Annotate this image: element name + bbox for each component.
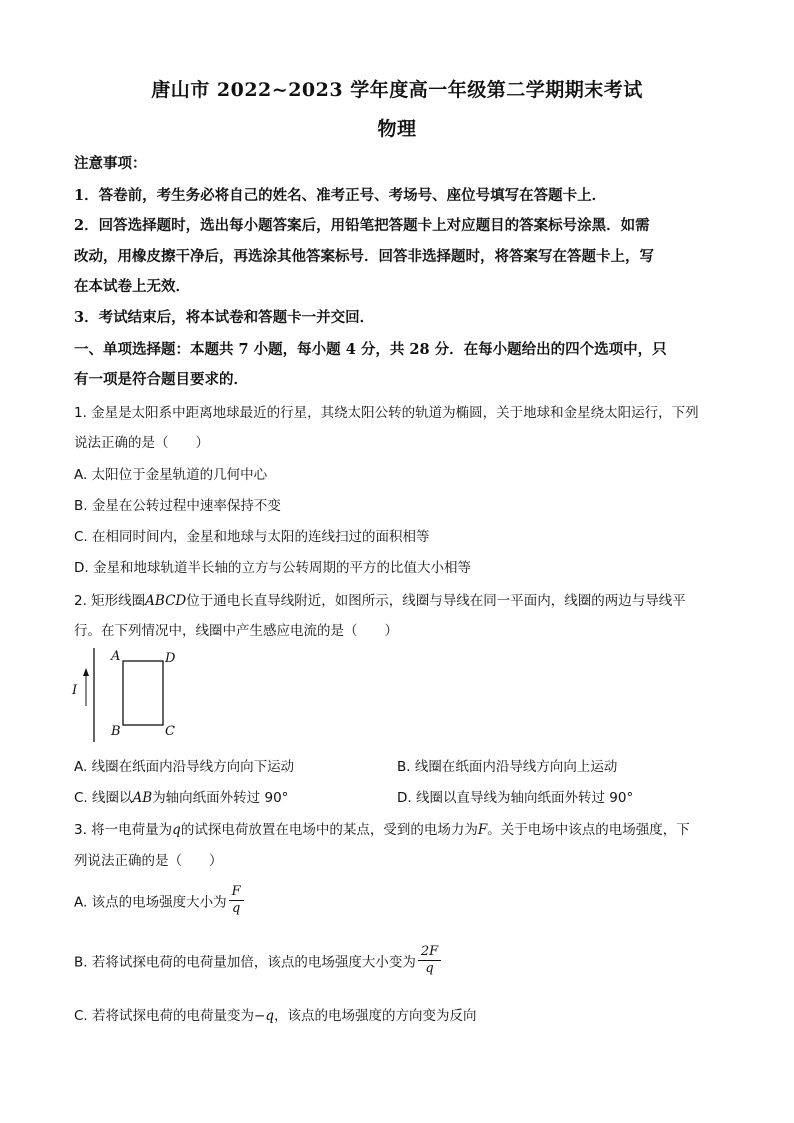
notice-item-2-line-1: 2．回答选择题时，选出每小题答案后，用铅笔把答题卡上对应题目的答案标号涂黑．如需	[74, 217, 650, 234]
q1-option-d: D. 金星和地球轨道半长轴的立方与公转周期的平方的比值大小相等	[74, 560, 471, 576]
exam-subject: 物理	[377, 118, 417, 140]
current-arrow-head	[83, 668, 89, 676]
q3-stem-mid: 的试探电荷放置在电场中的某点，受到的电场力为	[180, 822, 478, 838]
q3-option-a-denominator: q	[231, 901, 241, 916]
q3-stem-var-f: F	[477, 822, 488, 838]
section-heading-line-1: 一、单项选择题：本题共 7 小题，每小题 4 分，共 28 分．在每小题给出的四个选项中，只	[74, 341, 667, 358]
q3-stem-line-1	[74, 818, 690, 838]
vertex-label-c: C	[165, 724, 175, 739]
exam-title: 唐山市 2022~2023 学年度高一年级第二学期期末考试	[151, 79, 643, 101]
notice-heading: 注意事项：	[74, 155, 147, 172]
q3-stem-post: 。关于电场中该点的电场强度，下	[487, 822, 690, 838]
vertex-label-a: A	[111, 649, 121, 664]
rectangular-coil	[123, 661, 163, 725]
q3-option-c-post: ，该点的电场强度的方向变为反向	[273, 1008, 477, 1024]
notice-item-2-line-2: 改动，用橡皮擦干净后，再选涂其他答案标号．回答非选择题时，将答案写在答题卡上，写	[74, 248, 654, 265]
q3-option-b-text: B. 若将试探电荷的电荷量加倍，该点的电场强度大小变为	[74, 954, 416, 971]
q3-option-c-pre: C. 若将试探电荷的电荷量变为	[74, 1008, 255, 1024]
q2-stem-post: 位于通电长直导线附近，如图所示，线圈与导线在同一平面内，线圈的两边与导线平	[186, 593, 686, 609]
q3-option-c-var: −q	[254, 1008, 274, 1024]
notice-item-1: 1．答卷前，考生务必将自己的姓名、准考正号、考场号、座位号填写在答题卡上．	[74, 187, 607, 204]
q1-stem-line-1: 1. 金星是太阳系中距离地球最近的行星，其绕太阳公转的轨道为椭圆，关于地球和金星绕太阳运行，下列	[74, 405, 699, 421]
section-heading-line-2: 有一项是符合题目要求的．	[74, 371, 248, 388]
q3-option-b-numerator: 2F	[418, 944, 441, 961]
q2-wire-coil-figure	[68, 644, 188, 744]
q3-stem-var-q: q	[172, 822, 181, 838]
q3-stem-line-2: 列说法正确的是（ ）	[74, 853, 223, 869]
q2-option-b: B. 线圈在纸面内沿导线方向向上运动	[397, 759, 618, 775]
q3-stem-pre: 3. 将一电荷量为	[74, 822, 173, 838]
q2-option-a: A. 线圈在纸面内沿导线方向向下运动	[74, 759, 295, 775]
q3-option-a-text: A. 该点的电场强度大小为	[74, 894, 227, 911]
q2-stem-line-2: 行。在下列情况中，线圈中产生感应电流的是（ ）	[74, 623, 398, 639]
q3-option-b	[74, 944, 443, 977]
current-label: I	[72, 683, 78, 698]
q3-option-b-denominator: q	[425, 961, 434, 976]
q2-option-c-var: AB	[132, 790, 153, 806]
vertex-label-d: D	[165, 651, 176, 666]
q3-option-a	[74, 884, 246, 917]
q3-option-a-numerator: F	[229, 884, 244, 901]
q2-option-c-post: 为轴向纸面外转过 90°	[152, 790, 289, 806]
q1-option-b: B. 金星在公转过程中速率保持不变	[74, 498, 281, 514]
notice-item-3: 3．考试结束后，将本试卷和答题卡一并交回．	[74, 309, 375, 326]
q2-option-c	[74, 786, 288, 806]
q2-stem-var: ABCD	[145, 593, 187, 609]
q1-option-c: C. 在相同时间内，金星和地球与太阳的连线扫过的面积相等	[74, 529, 430, 545]
notice-item-2-line-3: 在本试卷上无效．	[74, 278, 190, 295]
q2-option-c-pre: C. 线圈以	[74, 790, 133, 806]
q3-option-c	[74, 1004, 476, 1024]
q3-option-a-fraction	[229, 884, 244, 917]
q2-stem-line-1	[74, 589, 686, 609]
q1-stem-line-2: 说法正确的是（ ）	[74, 435, 209, 451]
q3-option-b-fraction	[418, 944, 441, 977]
q1-option-a: A. 太阳位于金星轨道的几何中心	[74, 467, 268, 483]
q2-stem-pre: 2. 矩形线圈	[74, 593, 146, 609]
q2-option-d: D. 线圈以直导线为轴向纸面外转过 90°	[397, 790, 634, 806]
vertex-label-b: B	[111, 724, 121, 739]
